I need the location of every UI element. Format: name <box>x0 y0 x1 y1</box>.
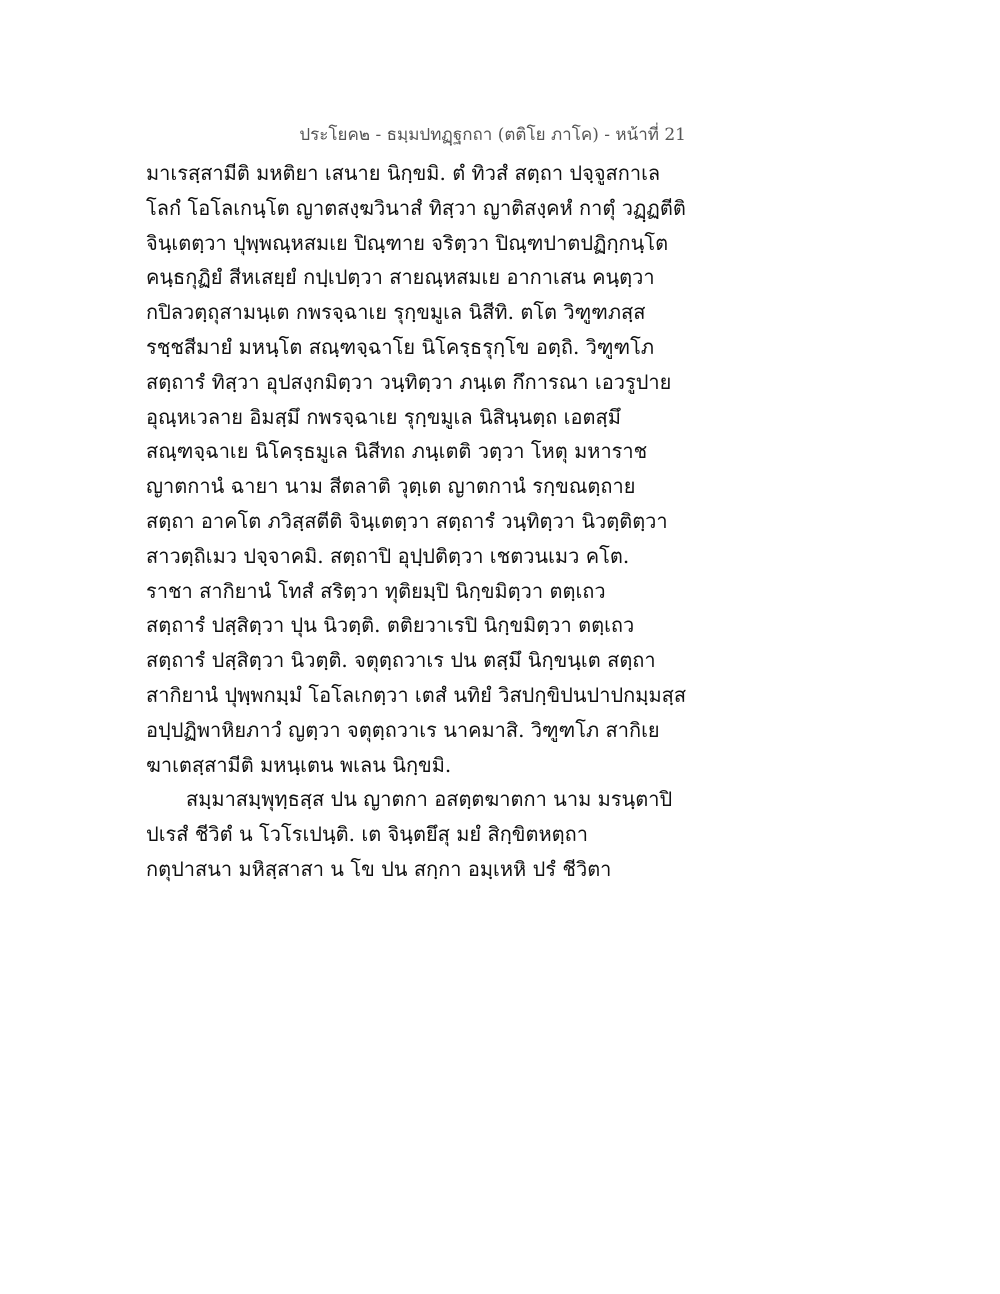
running-header: ประโยค๒ - ธมฺมปทฏฺฐกถา (ตติโย ภาโค) - หน้าที่ 21 <box>299 125 686 145</box>
text-line: สาวตฺถิเมว ปจฺจาคมิ. สตฺถาปิ อุปฺปติตฺวา เชตวนเมว คโต. <box>146 543 630 568</box>
text-line: ปเรสํ ชีวิตํ น โวโรเปนฺติ. เต จินฺตยึสุ มยํ สิกฺขิตหตฺถา <box>146 822 588 847</box>
text-line: ฆาเตสฺสามีติ มหนฺเตน พเลน นิกฺขมิ. <box>146 752 452 777</box>
text-line: สตฺถารํ ปสฺสิตฺวา ปุน นิวตฺติ. ตติยวาเรปิ นิกฺขมิตฺวา ตตฺเถว <box>146 613 635 638</box>
text-line: สตฺถารํ ปสฺสิตฺวา นิวตฺติ. จตุตฺถวาเร ปน ตสฺมึ นิกฺขนฺเต สตฺถา <box>146 648 656 673</box>
text-line: อปฺปฏิพาหิยภาวํ ญตฺวา จตุตฺถวาเร นาคมาสิ. วิฑูฑโภ สากิเย <box>146 717 660 742</box>
text-line: คนฺธกุฏิยํ สีหเสยฺยํ กปฺเปตฺวา สายณฺหสมเย อากาเสน คนฺตฺวา <box>146 265 655 290</box>
text-line: รชฺชสีมายํ มหนฺโต สณฺฑจฺฉาโย นิโครฺธรุกฺโข อตฺถิ. วิฑูฑโภ <box>146 334 655 359</box>
text-line: มาเรสฺสามีติ มหติยา เสนาย นิกฺขมิ. ตํ ทิวสํ สตฺถา ปจฺจูสกาเล <box>146 161 661 185</box>
text-line: สมฺมาสมฺพุทฺธสฺส ปน ญาตกา อสตฺตฆาตกา นาม มรนฺตาปิ <box>186 787 673 812</box>
body-text <box>146 156 706 887</box>
text-line: ญาตกานํ ฉายา นาม สีตลาติ วุตฺเต ญาตกานํ รกฺขณตฺถาย <box>146 474 636 499</box>
text-line: กปิลวตฺถุสามนฺเต กพรจฺฉาเย รุกฺขมูเล นิสีทิ. ตโต วิฑูฑภสฺส <box>146 300 646 325</box>
text-line: สากิยานํ ปุพฺพกมฺมํ โอโลเกตฺวา เตสํ นทิยํ วิสปกฺขิปนปาปกมฺมสฺส <box>146 682 687 707</box>
text-line: ราชา สากิยานํ โทสํ สริตฺวา ทุติยมฺปิ นิกฺขมิตฺวา ตตฺเถว <box>146 578 606 603</box>
text-line: สณฺฑจฺฉาเย นิโครฺธมูเล นิสีทถ ภนฺเตติ วตฺวา โหตุ มหาราช <box>146 439 648 464</box>
text-line: สตฺถารํ ทิสฺวา อุปสงฺกมิตฺวา วนฺทิตฺวา ภนฺเต กึการณา เอวรูปาย <box>146 369 672 394</box>
text-line: สตฺถา อาคโต ภวิสฺสตีติ จินฺเตตฺวา สตฺถารํ วนฺทิตฺวา นิวตฺติตฺวา <box>146 508 668 533</box>
text-line: อุณฺหเวลาย อิมสฺมึ กพรจฺฉาเย รุกฺขมูเล นิสินฺนตฺถ เอตสฺมึ <box>146 404 621 429</box>
text-line: กตุปาสนา มหิสฺสาสา น โข ปน สกฺกา อมฺเหหิ ปรํ ชีวิตา <box>146 856 612 881</box>
text-line: โลกํ โอโลเกนฺโต ญาตสงฺฆวินาสํ ทิสฺวา ญาติสงฺคหํ กาตุํ วฏฺฏตีติ <box>146 195 686 220</box>
text-line: จินฺเตตฺวา ปุพฺพณฺหสมเย ปิณฺฑาย จริตฺวา ปิณฺฑปาตปฏิกฺกนฺโต <box>146 230 669 255</box>
